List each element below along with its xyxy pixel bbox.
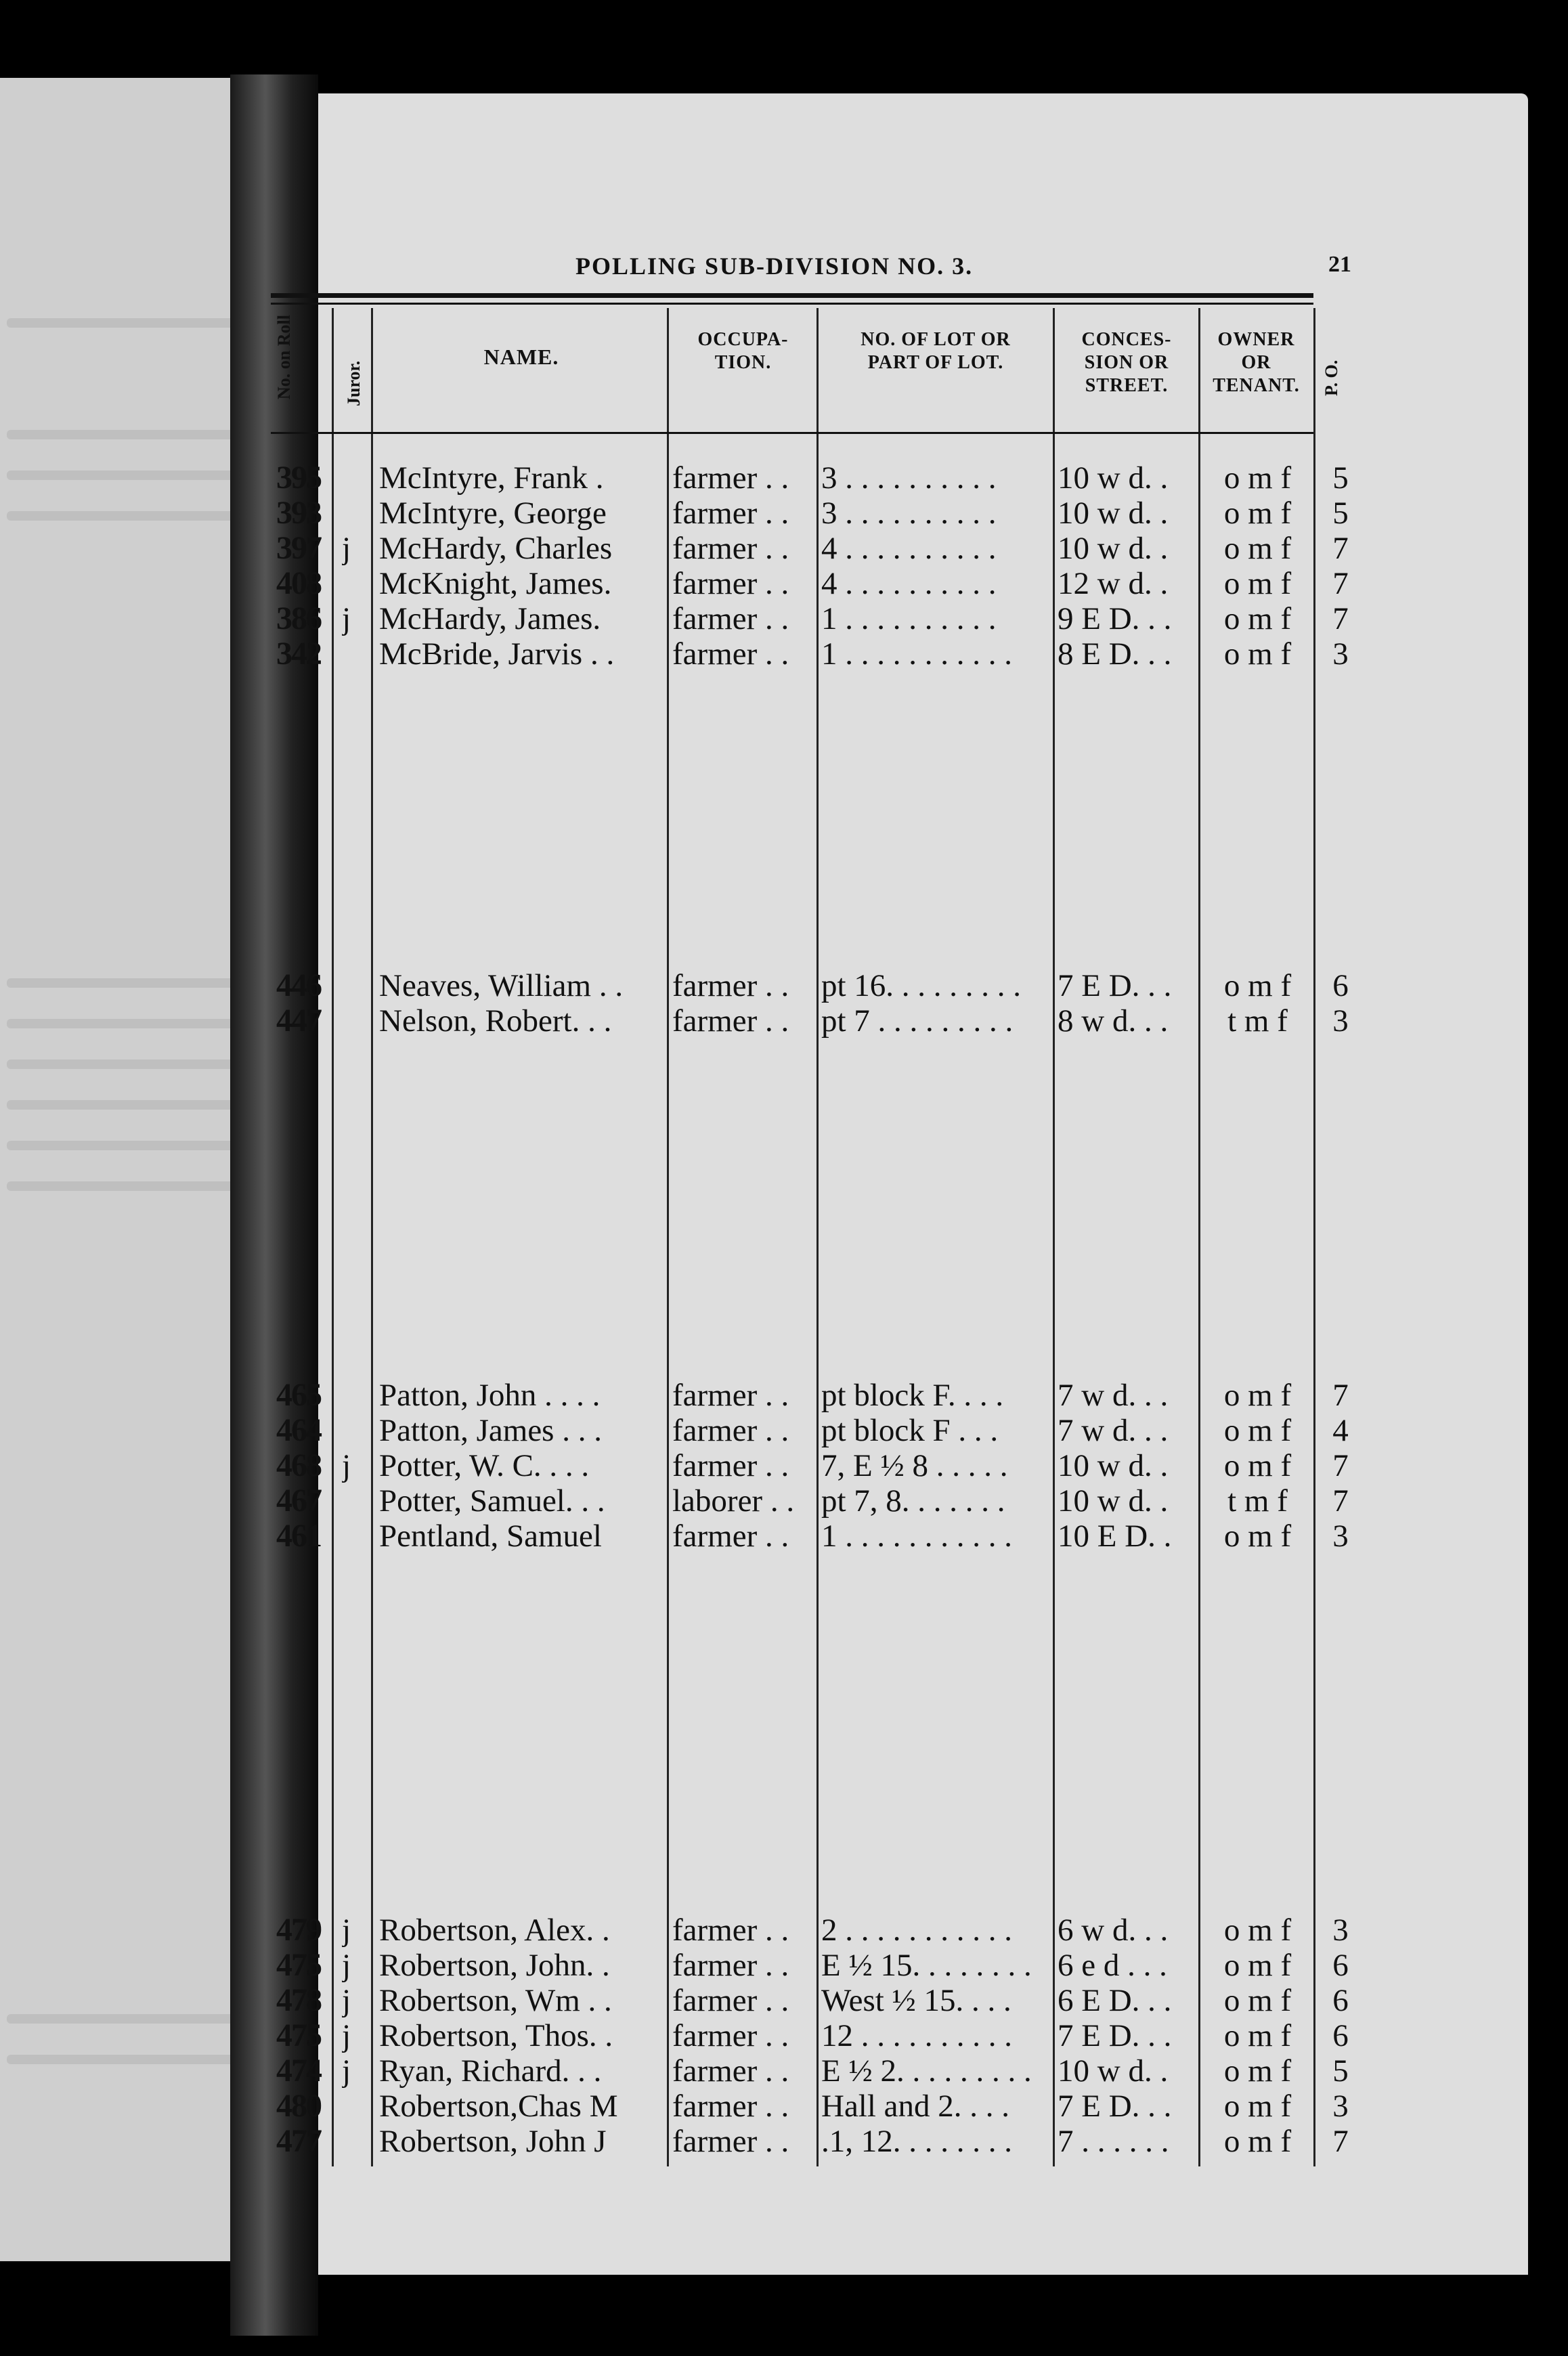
owner-tenant: o m f — [1223, 2018, 1292, 2053]
elector-name: McBride, Jarvis . . — [379, 636, 615, 672]
roll-number: 447 — [276, 1003, 321, 1039]
column-divider — [667, 308, 669, 2166]
roll-number: 480 — [276, 2089, 321, 2124]
occupation: farmer . . — [672, 496, 789, 531]
header-concession: CONCES- SION OR STREET. — [1081, 329, 1172, 396]
elector-name: Patton, James . . . — [379, 1413, 602, 1448]
post-office: 6 — [1332, 1948, 1349, 1983]
post-office: 6 — [1332, 1983, 1349, 2018]
roll-number: 478 — [276, 1983, 321, 2018]
column-divider — [816, 308, 819, 2166]
roll-number: 446 — [276, 968, 321, 1003]
column-divider — [371, 308, 373, 2166]
page-number: 21 — [1328, 252, 1351, 277]
concession: 9 E D. . . — [1058, 601, 1172, 636]
concession: 7 w d. . . — [1058, 1413, 1169, 1448]
occupation: farmer . . — [672, 1519, 789, 1554]
owner-tenant: o m f — [1223, 1913, 1292, 1948]
roll-number: 464 — [276, 1413, 321, 1448]
lot-number: 3 . . . . . . . . . . — [821, 460, 997, 496]
lot-number: pt block F . . . — [821, 1413, 999, 1448]
owner-tenant: o m f — [1223, 2124, 1292, 2159]
owner-tenant: o m f — [1223, 2089, 1292, 2124]
owner-tenant: t m f — [1227, 1003, 1288, 1039]
post-office: 6 — [1332, 2018, 1349, 2053]
lot-number: 3 . . . . . . . . . . — [821, 496, 997, 531]
occupation: farmer . . — [672, 2053, 789, 2089]
bleed-through-line — [7, 1141, 251, 1150]
lot-number: 1 . . . . . . . . . . . — [821, 1519, 1012, 1554]
post-office: 7 — [1332, 566, 1349, 601]
elector-name: Potter, W. C. . . . — [379, 1448, 590, 1483]
post-office: 7 — [1332, 1378, 1349, 1413]
elector-name: Potter, Samuel. . . — [379, 1483, 605, 1519]
concession: 10 E D. . — [1058, 1519, 1172, 1554]
header-po: P. O. — [1322, 359, 1341, 396]
elector-name: Pentland, Samuel — [379, 1519, 602, 1554]
bleed-through-line — [7, 471, 251, 480]
elector-name: Nelson, Robert. . . — [379, 1003, 612, 1039]
header-occupation: OCCUPA- TION. — [697, 329, 789, 373]
concession: 6 E D. . . — [1058, 1983, 1172, 2018]
occupation: laborer . . — [672, 1483, 795, 1519]
header-lot: NO. OF LOT OR PART OF LOT. — [861, 329, 1011, 373]
concession: 10 w d. . — [1058, 1483, 1169, 1519]
lot-number: E ½ 15. . . . . . . . — [821, 1948, 1032, 1983]
roll-number: 395 — [276, 460, 321, 496]
juror-mark: j — [342, 2053, 351, 2089]
elector-name: McIntyre, Frank . — [379, 460, 604, 496]
elector-name: Robertson, John. . — [379, 1948, 610, 1983]
header-juror: Juror. — [344, 360, 364, 406]
roll-number: 475 — [276, 1948, 321, 1983]
concession: 7 E D. . . — [1058, 2089, 1172, 2124]
occupation: farmer . . — [672, 2124, 789, 2159]
post-office: 3 — [1332, 636, 1349, 672]
occupation: farmer . . — [672, 2018, 789, 2053]
concession: 10 w d. . — [1058, 2053, 1169, 2089]
roll-number: 465 — [276, 1378, 321, 1413]
elector-name: Robertson, Alex. . — [379, 1913, 610, 1948]
owner-tenant: o m f — [1223, 1378, 1292, 1413]
elector-name: Robertson, John J — [379, 2124, 607, 2159]
column-divider — [1053, 308, 1055, 2166]
elector-name: Ryan, Richard. . . — [379, 2053, 602, 2089]
elector-name: McKnight, James. — [379, 566, 612, 601]
bleed-through-line — [7, 318, 251, 328]
post-office: 3 — [1332, 2089, 1349, 2124]
elector-name: Patton, John . . . . — [379, 1378, 601, 1413]
column-divider — [1198, 308, 1200, 2166]
post-office: 3 — [1332, 1913, 1349, 1948]
post-office: 6 — [1332, 968, 1349, 1003]
concession: 6 e d . . . — [1058, 1948, 1167, 1983]
bleed-through-line — [7, 1181, 251, 1191]
top-rule — [271, 293, 1313, 298]
concession: 7 E D. . . — [1058, 2018, 1172, 2053]
juror-mark: j — [342, 531, 351, 566]
post-office: 3 — [1332, 1519, 1349, 1554]
occupation: farmer . . — [672, 531, 789, 566]
owner-tenant: o m f — [1223, 496, 1292, 531]
elector-name: McIntyre, George — [379, 496, 607, 531]
occupation: farmer . . — [672, 460, 789, 496]
elector-name: McHardy, Charles — [379, 531, 613, 566]
owner-tenant: o m f — [1223, 1519, 1292, 1554]
bleed-through-line — [7, 2014, 251, 2024]
column-divider — [1313, 308, 1315, 2166]
header-rule — [271, 432, 1313, 434]
roll-number: 386 — [276, 601, 321, 636]
elector-name: Robertson,Chas M — [379, 2089, 618, 2124]
owner-tenant: o m f — [1223, 460, 1292, 496]
bleed-through-line — [7, 511, 251, 521]
post-office: 5 — [1332, 2053, 1349, 2089]
post-office: 5 — [1332, 460, 1349, 496]
occupation: farmer . . — [672, 566, 789, 601]
concession: 10 w d. . — [1058, 460, 1169, 496]
owner-tenant: o m f — [1223, 2053, 1292, 2089]
occupation: farmer . . — [672, 1913, 789, 1948]
juror-mark: j — [342, 601, 351, 636]
roll-number: 474 — [276, 2053, 321, 2089]
lot-number: 1 . . . . . . . . . . — [821, 601, 997, 636]
concession: 7 E D. . . — [1058, 968, 1172, 1003]
roll-number: 479 — [276, 1913, 321, 1948]
header-no-on-roll: No. on Roll — [274, 315, 294, 399]
concession: 10 w d. . — [1058, 531, 1169, 566]
juror-mark: j — [342, 1948, 351, 1983]
owner-tenant: o m f — [1223, 531, 1292, 566]
lot-number: Hall and 2. . . . — [821, 2089, 1010, 2124]
lot-number: 7, E ½ 8 . . . . . — [821, 1448, 1008, 1483]
owner-tenant: o m f — [1223, 636, 1292, 672]
juror-mark: j — [342, 1983, 351, 2018]
occupation: farmer . . — [672, 1983, 789, 2018]
owner-tenant: o m f — [1223, 601, 1292, 636]
owner-tenant: o m f — [1223, 1448, 1292, 1483]
owner-tenant: o m f — [1223, 566, 1292, 601]
post-office: 5 — [1332, 496, 1349, 531]
bleed-through-line — [7, 978, 251, 988]
post-office: 3 — [1332, 1003, 1349, 1039]
owner-tenant: t m f — [1227, 1483, 1288, 1519]
owner-tenant: o m f — [1223, 1948, 1292, 1983]
juror-mark: j — [342, 1448, 351, 1483]
roll-number: 461 — [276, 1519, 321, 1554]
elector-name: Robertson, Wm . . — [379, 1983, 612, 2018]
elector-name: Neaves, William . . — [379, 968, 624, 1003]
juror-mark: j — [342, 2018, 351, 2053]
post-office: 7 — [1332, 1448, 1349, 1483]
elector-name: Robertson, Thos. . — [379, 2018, 613, 2053]
occupation: farmer . . — [672, 2089, 789, 2124]
bleed-through-line — [7, 2055, 251, 2064]
lot-number: 1 . . . . . . . . . . . — [821, 636, 1012, 672]
lot-number: .1, 12. . . . . . . . — [821, 2124, 1012, 2159]
bleed-through-line — [7, 430, 251, 439]
top-rule-thin — [271, 303, 1313, 305]
lot-number: 2 . . . . . . . . . . . — [821, 1913, 1012, 1948]
roll-number: 475 — [276, 2018, 321, 2053]
bleed-through-line — [7, 1060, 251, 1069]
roll-number: 477 — [276, 2124, 321, 2159]
concession: 12 w d. . — [1058, 566, 1169, 601]
roll-number: 468 — [276, 1448, 321, 1483]
concession: 10 w d. . — [1058, 496, 1169, 531]
occupation: farmer . . — [672, 1413, 789, 1448]
lot-number: West ½ 15. . . . — [821, 1983, 1011, 2018]
lot-number: pt 16. . . . . . . . . — [821, 968, 1022, 1003]
occupation: farmer . . — [672, 601, 789, 636]
bleed-through-line — [7, 1100, 251, 1110]
concession: 8 w d. . . — [1058, 1003, 1169, 1039]
occupation: farmer . . — [672, 968, 789, 1003]
concession: 6 w d. . . — [1058, 1913, 1169, 1948]
lot-number: 12 . . . . . . . . . . — [821, 2018, 1012, 2053]
post-office: 7 — [1332, 531, 1349, 566]
occupation: farmer . . — [672, 636, 789, 672]
concession: 7 . . . . . . — [1058, 2124, 1169, 2159]
lot-number: 4 . . . . . . . . . . — [821, 566, 997, 601]
occupation: farmer . . — [672, 1948, 789, 1983]
roll-number: 397 — [276, 531, 321, 566]
owner-tenant: o m f — [1223, 1983, 1292, 2018]
juror-mark: j — [342, 1913, 351, 1948]
owner-tenant: o m f — [1223, 968, 1292, 1003]
post-office: 4 — [1332, 1413, 1349, 1448]
roll-number: 342 — [276, 636, 321, 672]
occupation: farmer . . — [672, 1448, 789, 1483]
running-head: POLLING SUB-DIVISION NO. 3. — [575, 253, 974, 280]
concession: 10 w d. . — [1058, 1448, 1169, 1483]
post-office: 7 — [1332, 1483, 1349, 1519]
post-office: 7 — [1332, 2124, 1349, 2159]
lot-number: pt 7 . . . . . . . . . — [821, 1003, 1014, 1039]
occupation: farmer . . — [672, 1003, 789, 1039]
elector-name: McHardy, James. — [379, 601, 601, 636]
post-office: 7 — [1332, 601, 1349, 636]
roll-number: 408 — [276, 566, 321, 601]
lot-number: pt block F. . . . — [821, 1378, 1004, 1413]
lot-number: pt 7, 8. . . . . . . — [821, 1483, 1005, 1519]
roll-number: 393 — [276, 496, 321, 531]
bleed-through-line — [7, 1019, 251, 1028]
concession: 8 E D. . . — [1058, 636, 1172, 672]
lot-number: E ½ 2. . . . . . . . . — [821, 2053, 1032, 2089]
occupation: farmer . . — [672, 1378, 789, 1413]
roll-number: 467 — [276, 1483, 321, 1519]
lot-number: 4 . . . . . . . . . . — [821, 531, 997, 566]
concession: 7 w d. . . — [1058, 1378, 1169, 1413]
header-owner: OWNER OR TENANT. — [1213, 329, 1300, 396]
header-name: NAME. — [483, 345, 559, 369]
owner-tenant: o m f — [1223, 1413, 1292, 1448]
